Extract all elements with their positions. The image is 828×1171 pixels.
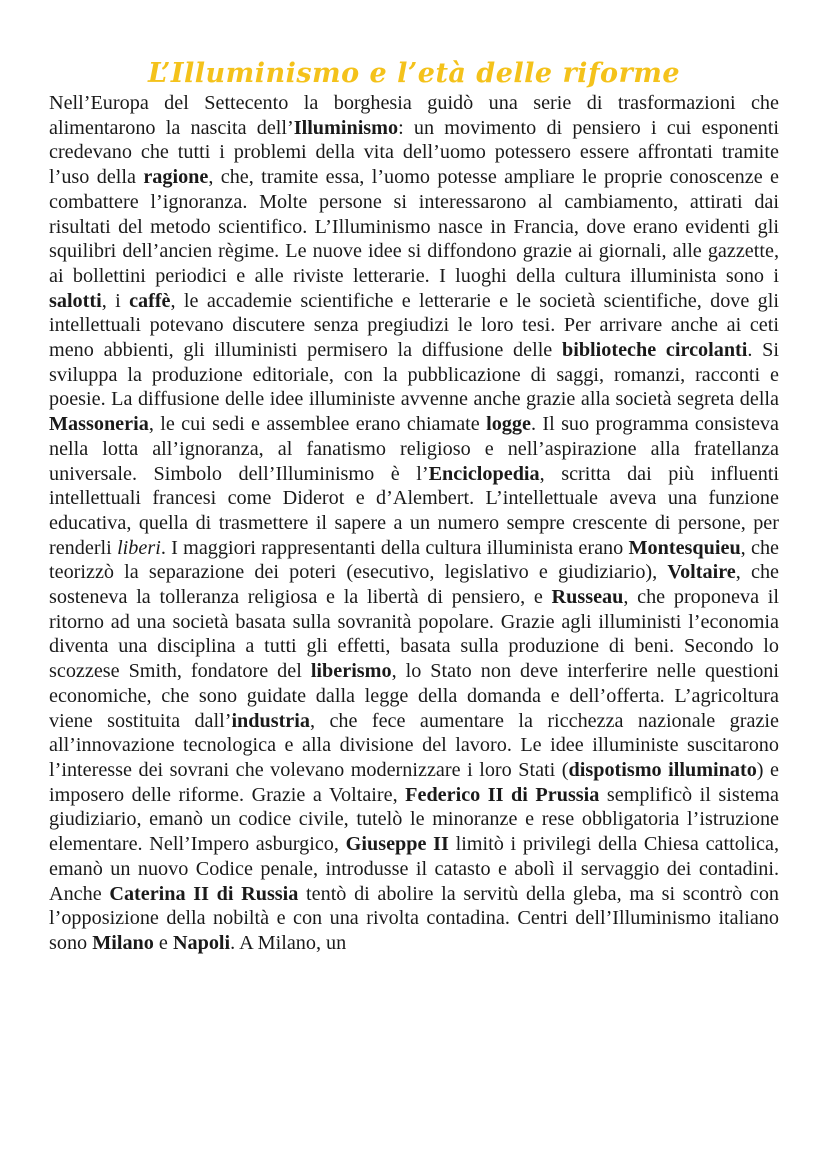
document-title: L’Illuminismo e l’età delle riforme bbox=[147, 58, 681, 89]
text-run: . A Milano, un bbox=[230, 931, 347, 954]
text-run: . Il suo programma consisteva nella lotta all’ignoranza, al fanatismo religioso e nell’aspirazione alla fratellanza universale. Simbolo dell’Illuminismo è l’ bbox=[49, 413, 779, 485]
text-run: , che proponeva il ritorno ad una società basata sulla sovranità popolare. Grazie agli illuministi l’economia diventa una disciplina a tutti gli effetti, basata sulla produzione di beni. Secondo lo scozzese Smith, fondatore del bbox=[49, 586, 780, 683]
text-run: , lo Stato non deve interferire nelle questioni economiche, che sono guidate dalla legge della domanda e dell’offerta. L’agricoltura viene sostituita dall’ bbox=[49, 660, 779, 732]
bold-term: Federico II di Prussia bbox=[405, 783, 600, 806]
bold-term: Massoneria bbox=[49, 413, 149, 436]
text-run: : un movimento di pensiero i cui esponenti credevano che tutti i problemi della vita dell’uomo potessero essere affrontati tramite l’uso della bbox=[49, 116, 779, 189]
text-run: e bbox=[153, 931, 173, 954]
text-run: Nell’Europa del Settecento la borghesia guidò una serie di trasformazioni che alimentarono la nascita dell’ bbox=[49, 92, 779, 139]
bold-term: industria bbox=[231, 709, 310, 732]
italic-term: liberi bbox=[117, 536, 161, 559]
bold-term: caffè bbox=[129, 289, 171, 312]
text-run: , che, tramite essa, l’uomo potesse ampliare le proprie conoscenze e combattere l’ignoranza. Molte persone si interessarono al cambiamento, attirati dai risultati del metodo scientifico. L’Illuminismo nasce in Francia, dove erano evidenti gli squilibri dell’ancien règime. Le nuove idee si diffondono grazie ai giornali, alle gazzette, ai bollettini periodici e alle riviste letterarie. I luoghi della cultura illuminista sono i bbox=[49, 166, 779, 287]
text-run: , che teorizzò la separazione dei poteri (esecutivo, legislativo e giudiziario), bbox=[49, 536, 780, 584]
text-run: , le accademie scientifiche e letterarie e le società scientifiche, dove gli intellettuali potevano discutere senza pregiudizi le loro tesi. Per arrivare anche ai ceti meno abbienti, gli illuministi permisero la diffusione delle bbox=[49, 289, 779, 362]
text-run: , le cui sedi e assemblee erano chiamate bbox=[148, 413, 487, 436]
bold-term: Russeau bbox=[551, 586, 624, 609]
text-run: , che fece aumentare la ricchezza nazionale grazie all’innovazione tecnologica e alla divisione del lavoro. Le idee illuministe suscitarono l’interesse dei sovrani che volevano modernizzare i loro Stati ( bbox=[49, 709, 779, 781]
bold-term: dispotismo illuminato bbox=[568, 758, 757, 781]
text-run: , che sosteneva la tolleranza religiosa e la libertà di pensiero, e bbox=[49, 561, 780, 609]
bold-term: biblioteche circolanti bbox=[561, 339, 748, 362]
bold-term: Voltaire bbox=[667, 561, 736, 584]
bold-term: liberismo bbox=[310, 660, 392, 683]
text-run: semplificò il sistema giudiziario, emanò un codice civile, tutelò le minoranze e rese obbligatoria l’istruzione elementare. Nell’Impero asburgico, bbox=[49, 783, 779, 856]
text-run: , i bbox=[101, 289, 130, 312]
text-run: ) e imposero delle riforme. Grazie a Voltaire, bbox=[49, 758, 780, 806]
bold-term: Illuminismo bbox=[293, 116, 399, 139]
bold-term: ragione bbox=[143, 166, 209, 189]
bold-term: Giuseppe II bbox=[345, 833, 449, 856]
text-run: . Si sviluppa la produzione editoriale, con la pubblicazione di saggi, romanzi, racconti e poesie. La diffusione delle idee illuministe avvenne anche grazie alla società segreta della bbox=[49, 339, 779, 411]
text-run: . I maggiori rappresentanti della cultura illuminista erano bbox=[160, 536, 629, 559]
bold-term: Napoli bbox=[172, 931, 231, 954]
bold-term: Montesquieu bbox=[628, 536, 741, 559]
body-paragraph bbox=[49, 91, 779, 956]
bold-term: Caterina II di Russia bbox=[109, 882, 299, 905]
bold-term: logge bbox=[486, 413, 531, 436]
text-run: tentò di abolire la servitù della gleba, ma si scontrò con l’opposizione della nobiltà e con una rivolta contadina. Centri dell’Illuminismo italiano sono bbox=[49, 882, 780, 954]
bold-term: Enciclopedia bbox=[428, 462, 540, 485]
text-run: limitò i privilegi della Chiesa cattolica, emanò un nuovo Codice penale, introdusse il catasto e abolì il servaggio dei contadini. Anche bbox=[49, 833, 779, 905]
bold-term: Milano bbox=[92, 931, 154, 954]
text-run: , scritta dai più influenti intellettuali francesi come Diderot e d’Alembert. L’intellettuale aveva una funzione educativa, quella di trasmettere il sapere a un numero sempre crescente di persone, per renderli bbox=[49, 462, 780, 559]
bold-term: salotti bbox=[49, 289, 102, 312]
